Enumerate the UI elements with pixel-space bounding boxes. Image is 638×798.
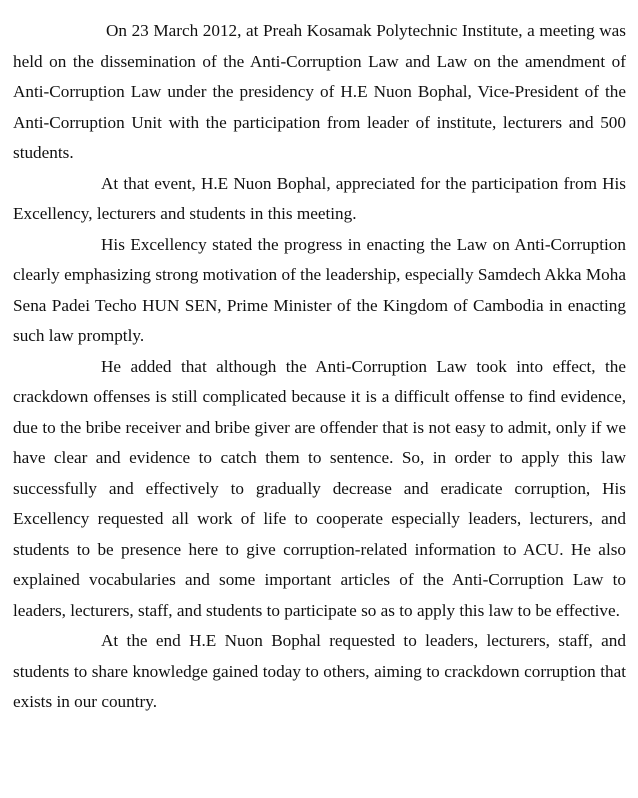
paragraph-appreciation: At that event, H.E Nuon Bophal, appreciated for the participation from His Excellency, lecturers and students in this meeting. bbox=[13, 173, 626, 223]
paragraph-enforcement: He added that although the Anti-Corruption Law took into effect, the crackdown offenses is still complicated because it is a difficult offense to find evidence, due to the bribe receiver and bribe giver are offender that is not easy to admit, only if we have clear and evidence to catch them to sentence. So, in order to apply this law successfully and effectively to gradually decrease and eradicate corruption, His Excellency requested all work of life to cooperate especially leaders, lecturers, and students to be presence here to give corruption-related information to ACU. He also explained vocabularies and some important articles of the Anti-Corruption Law to leaders, lecturers, staff, and students to participate so as to apply this law to be effective. bbox=[13, 356, 626, 620]
paragraph-law-progress: His Excellency stated the progress in enacting the Law on Anti-Corruption clearly emphasizing strong motivation of the leadership, especially Samdech Akka Moha Sena Padei Techo HUN SEN, Prime Minister of the Kingdom of Cambodia in enacting such law promptly. bbox=[13, 234, 626, 345]
paragraph-meeting-summary: On 23 March 2012, at Preah Kosamak Polytechnic Institute, a meeting was held on the dissemination of the Anti-Corruption Law and Law on the amendment of Anti-Corruption Law under the presidency of H.E Nuon Bophal, Vice-President of the Anti-Corruption Unit with the participation from leader of institute, lecturers and 500 students. bbox=[13, 21, 626, 162]
paragraph-closing-request: At the end H.E Nuon Bophal requested to leaders, lecturers, staff, and students to share knowledge gained today to others, aiming to crackdown corruption that exists in our country. bbox=[13, 631, 626, 711]
